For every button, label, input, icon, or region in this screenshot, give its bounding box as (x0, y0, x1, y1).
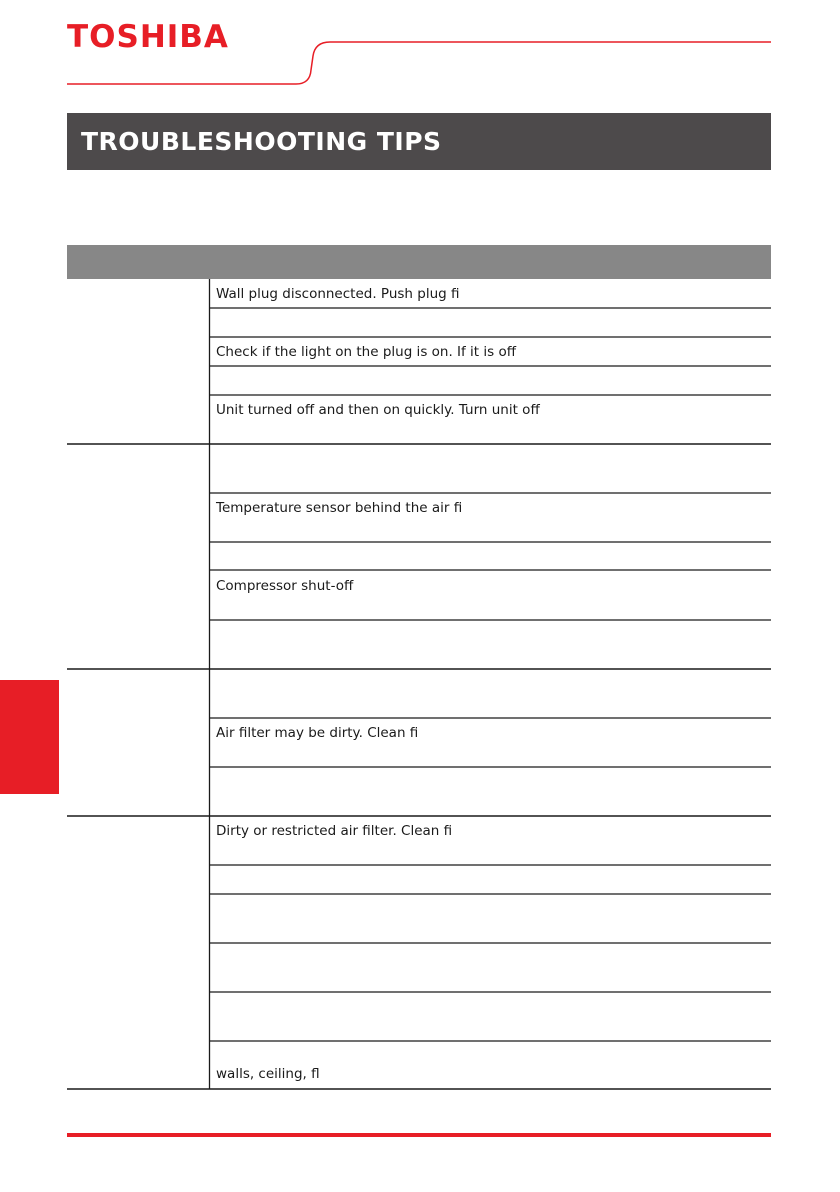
table-cell: Dirty or restricted air filter. Clean fi (216, 823, 453, 839)
table-cell: Unit turned off and then on quickly. Turn unit off (216, 402, 540, 418)
section-title: TROUBLESHOOTING TIPS (81, 127, 442, 156)
footer-divider (67, 1133, 771, 1137)
chapter-tab (0, 680, 59, 794)
table-cell: Check if the light on the plug is on. If it is off (216, 344, 517, 360)
table-cell: Wall plug disconnected. Push plug fi (216, 286, 460, 302)
brand-name: TOSHIBA (67, 19, 229, 55)
table-cell: walls, ceiling, fl (216, 1066, 320, 1082)
table-cell: Air filter may be dirty. Clean fi (216, 725, 419, 741)
table-cell: Temperature sensor behind the air fi (216, 500, 463, 516)
table-cell: Compressor shut-off (216, 578, 354, 594)
